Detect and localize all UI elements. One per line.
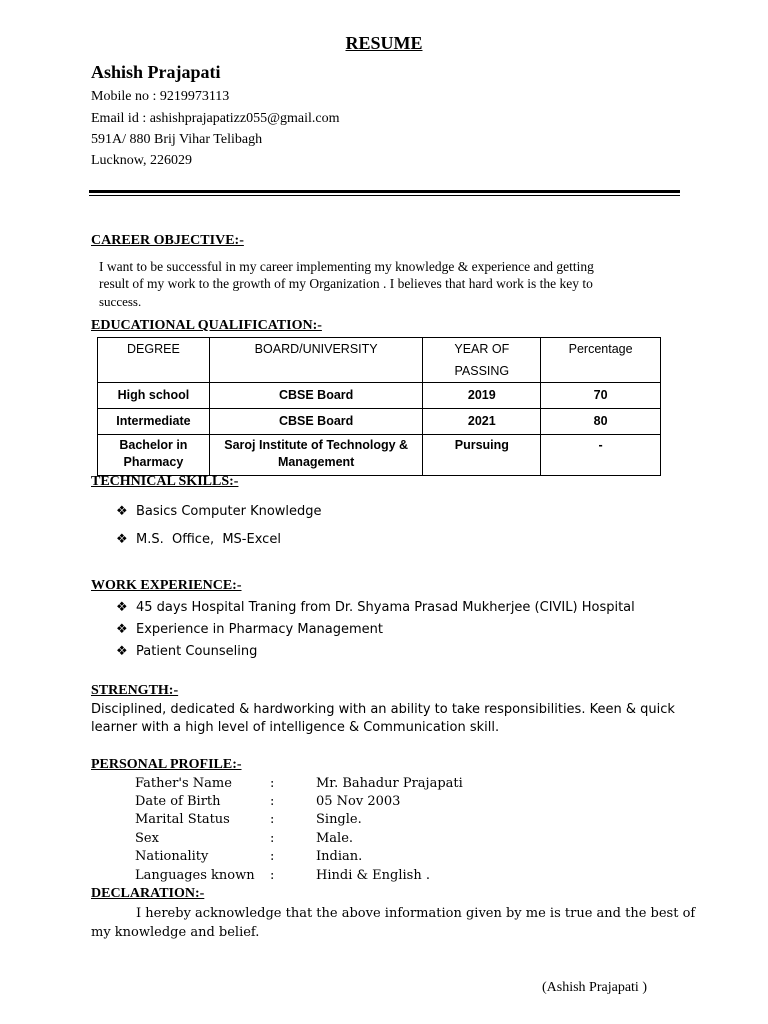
table-cell: CBSE Board [209,383,423,409]
resume-title: RESUME [345,33,423,53]
table-header-row [98,338,661,383]
work-experience-heading: WORK EXPERIENCE:- [91,578,242,593]
column-header-board: BOARD/UNIVERSITY [209,338,423,383]
list-item: M.S. Office, MS-Excel [136,532,281,547]
declaration-line: my knowledge and belief. [91,925,260,940]
table-row [98,409,661,435]
profile-value: Indian. [316,849,363,864]
technical-skills-heading: TECHNICAL SKILLS:- [91,474,239,489]
profile-label: Father's Name [135,776,232,791]
diamond-bullet-icon: ❖ [116,643,128,658]
profile-separator: : [270,794,275,809]
table-cell: Bachelor in Pharmacy [98,435,210,476]
profile-value: Hindi & English . [316,868,430,883]
list-item: Patient Counseling [136,644,258,659]
profile-separator: : [270,868,275,883]
profile-label: Date of Birth [135,794,221,809]
profile-value: Single. [316,812,362,827]
header-divider-thick [89,190,680,193]
table-cell: 2019 [423,383,541,409]
table-row [98,435,661,476]
table-row [98,383,661,409]
column-header-year: YEAR OF PASSING [423,338,541,383]
strength-line: learner with a high level of intelligence & Communication skill. [91,720,500,735]
profile-value: Male. [316,831,354,846]
profile-label: Marital Status [135,812,230,827]
career-objective-line: success. [99,294,142,309]
profile-value: 05 Nov 2003 [316,794,401,809]
column-header-percentage: Percentage [541,338,661,383]
personal-profile-heading: PERSONAL PROFILE:- [91,757,242,772]
career-objective-heading: CAREER OBJECTIVE:- [91,233,244,248]
education-table [97,337,661,476]
strength-heading: STRENGTH:- [91,683,179,698]
table-cell: Saroj Institute of Technology & Management [209,435,423,476]
education-heading: EDUCATIONAL QUALIFICATION:- [91,318,322,333]
table-cell: - [541,435,661,476]
diamond-bullet-icon: ❖ [116,531,128,546]
profile-separator: : [270,776,275,791]
list-item: Basics Computer Knowledge [136,504,322,519]
strength-line: Disciplined, dedicated & hardworking with an ability to take responsibilities. Keen & quick [91,702,675,717]
mobile-number: Mobile no : 9219973113 [91,89,230,104]
email-address: Email id : ashishprajapatizz055@gmail.com [91,111,340,126]
profile-label: Sex [135,831,159,846]
table-cell: Pursuing [423,435,541,476]
profile-label: Languages known [135,868,255,883]
table-cell: CBSE Board [209,409,423,435]
declaration-line: I hereby acknowledge that the above information given by me is true and the best of [136,906,696,921]
column-header-degree: DEGREE [98,338,210,383]
table-cell: Intermediate [98,409,210,435]
diamond-bullet-icon: ❖ [116,599,128,614]
profile-separator: : [270,831,275,846]
address-line-1: 591A/ 880 Brij Vihar Telibagh [91,132,263,147]
declaration-heading: DECLARATION:- [91,886,205,901]
table-cell: 70 [541,383,661,409]
career-objective-line: result of my work to the growth of my Organization . I believes that hard work is the key to [99,276,593,291]
profile-label: Nationality [135,849,209,864]
candidate-name: Ashish Prajapati [91,62,221,82]
profile-separator: : [270,812,275,827]
profile-value: Mr. Bahadur Prajapati [316,776,463,791]
diamond-bullet-icon: ❖ [116,621,128,636]
table-cell: High school [98,383,210,409]
list-item: Experience in Pharmacy Management [136,622,384,637]
career-objective-line: I want to be successful in my career implementing my knowledge & experience and getting [99,259,594,274]
list-item: 45 days Hospital Traning from Dr. Shyama Prasad Mukherjee (CIVIL) Hospital [136,600,635,615]
table-cell: 2021 [423,409,541,435]
diamond-bullet-icon: ❖ [116,503,128,518]
table-cell: 80 [541,409,661,435]
header-divider-thin [89,195,680,196]
address-line-2: Lucknow, 226029 [91,153,192,168]
profile-separator: : [270,849,275,864]
signature-name: (Ashish Prajapati ) [542,980,647,995]
